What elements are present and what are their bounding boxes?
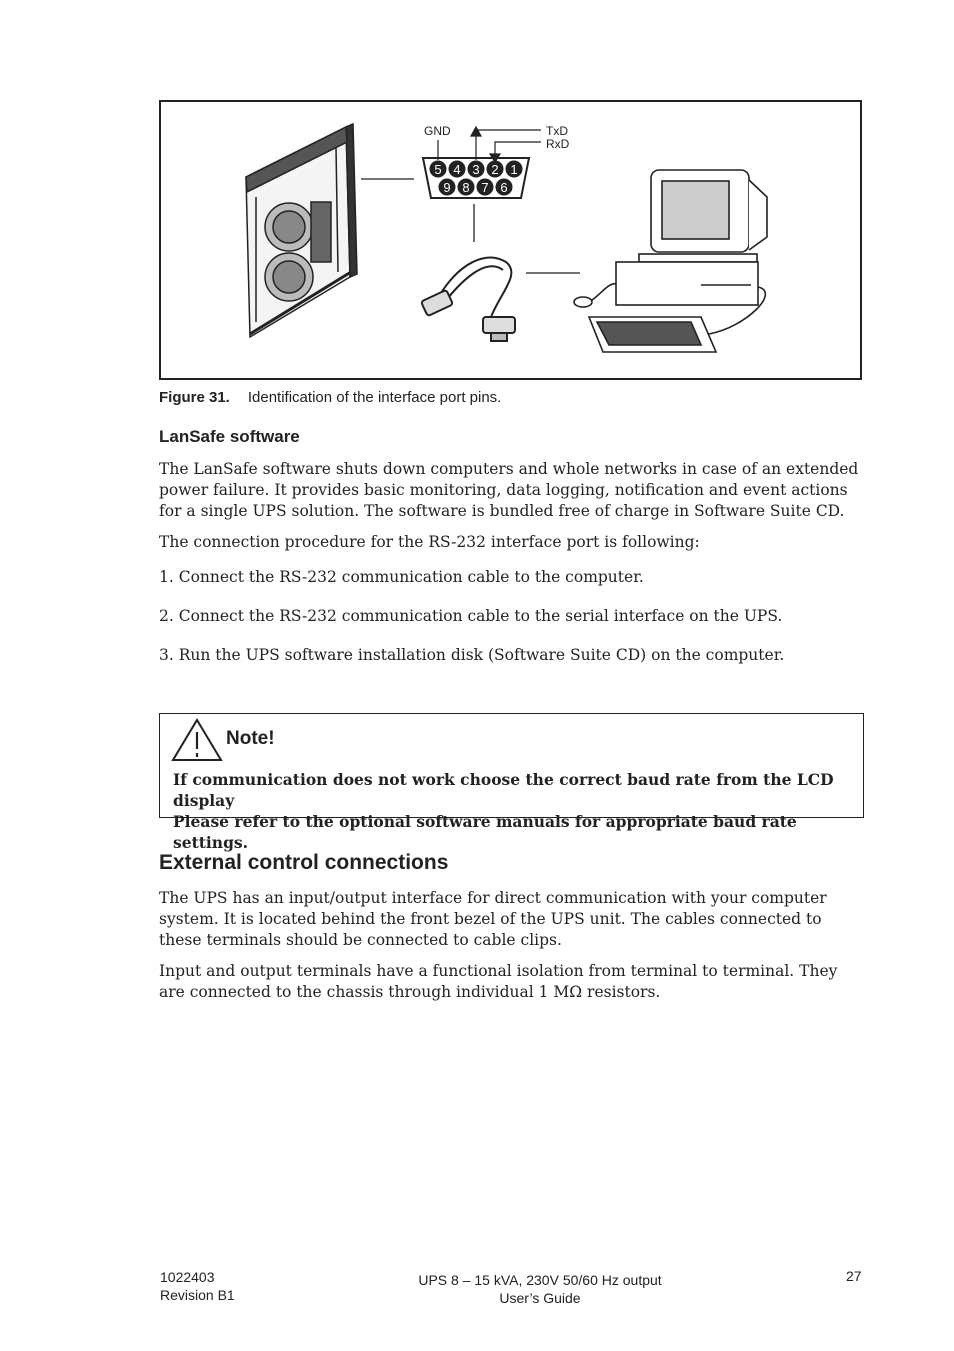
figure-frame <box>159 100 862 380</box>
pin-8-label: 8 <box>462 180 470 195</box>
page-number: 27 <box>846 1268 862 1284</box>
note-line-2: Please refer to the optional software manuals for appropriate baud rate settings. <box>173 812 797 852</box>
figure-caption <box>159 389 501 406</box>
lansafe-paragraph-1: The LanSafe software shuts down computers and whole networks in case of an extended power failure. It provides basic monitoring, data logging, notification and event actions for a single UPS solution. The software is bundled free of charge in Software Suite CD. <box>159 460 859 520</box>
footer-document-info <box>160 1268 235 1304</box>
footer-product-line-1: UPS 8 – 15 kVA, 230V 50/60 Hz output <box>418 1272 662 1288</box>
footer-doc-number: 1022403 <box>160 1269 215 1285</box>
footer-product-line-2: User’s Guide <box>499 1290 581 1306</box>
pin-2-label: 2 <box>491 162 499 177</box>
external-paragraph-1: The UPS has an input/output interface for direct communication with your computer system. It is located behind the front bezel of the UPS unit. The cables connected to these terminals should be connected to cable clips. <box>159 889 827 949</box>
pin-9-label: 9 <box>443 180 451 195</box>
rxd-label: RxD <box>546 137 570 151</box>
note-title: Note! <box>226 728 275 749</box>
lansafe-step-2: 2. Connect the RS-232 communication cable to the serial interface on the UPS. <box>159 607 783 625</box>
pin-4-label: 4 <box>453 162 461 177</box>
lansafe-step-1: 1. Connect the RS-232 communication cable to the computer. <box>159 568 644 586</box>
pin-1-label: 1 <box>510 162 518 177</box>
lansafe-paragraph-2: The connection procedure for the RS-232 interface port is following: <box>159 533 700 551</box>
gnd-label: GND <box>424 124 451 138</box>
pin-6-label: 6 <box>500 180 508 195</box>
footer-revision: Revision B1 <box>160 1287 235 1303</box>
pin-3-label: 3 <box>472 162 480 177</box>
note-line-1: If communication does not work choose the correct baud rate from the LCD display <box>173 770 834 810</box>
section-heading-external-control: External control connections <box>159 851 449 874</box>
interface-port-diagram <box>161 102 861 379</box>
txd-label: TxD <box>546 124 568 138</box>
ups-cabinet-illustration <box>246 124 357 337</box>
signal-pointers <box>438 127 541 162</box>
figure-caption-text: Identification of the interface port pins. <box>247 389 502 406</box>
footer-product-info <box>380 1271 700 1307</box>
pin-7-label: 7 <box>481 180 489 195</box>
lansafe-step-3: 3. Run the UPS software installation disk (Software Suite CD) on the computer. <box>159 646 785 664</box>
pin-5-label: 5 <box>434 162 442 177</box>
external-paragraph-2: Input and output terminals have a functional isolation from terminal to terminal. They are connected to the chassis through individual 1 MΩ resistors. <box>159 962 838 1001</box>
figure-number: Figure 31. <box>159 389 230 406</box>
warning-icon <box>171 718 223 762</box>
serial-cable-illustration <box>421 258 515 341</box>
db9-connector <box>423 158 529 198</box>
section-heading-lansafe: LanSafe software <box>159 427 300 446</box>
computer-illustration <box>574 170 767 352</box>
note-body <box>173 769 853 853</box>
